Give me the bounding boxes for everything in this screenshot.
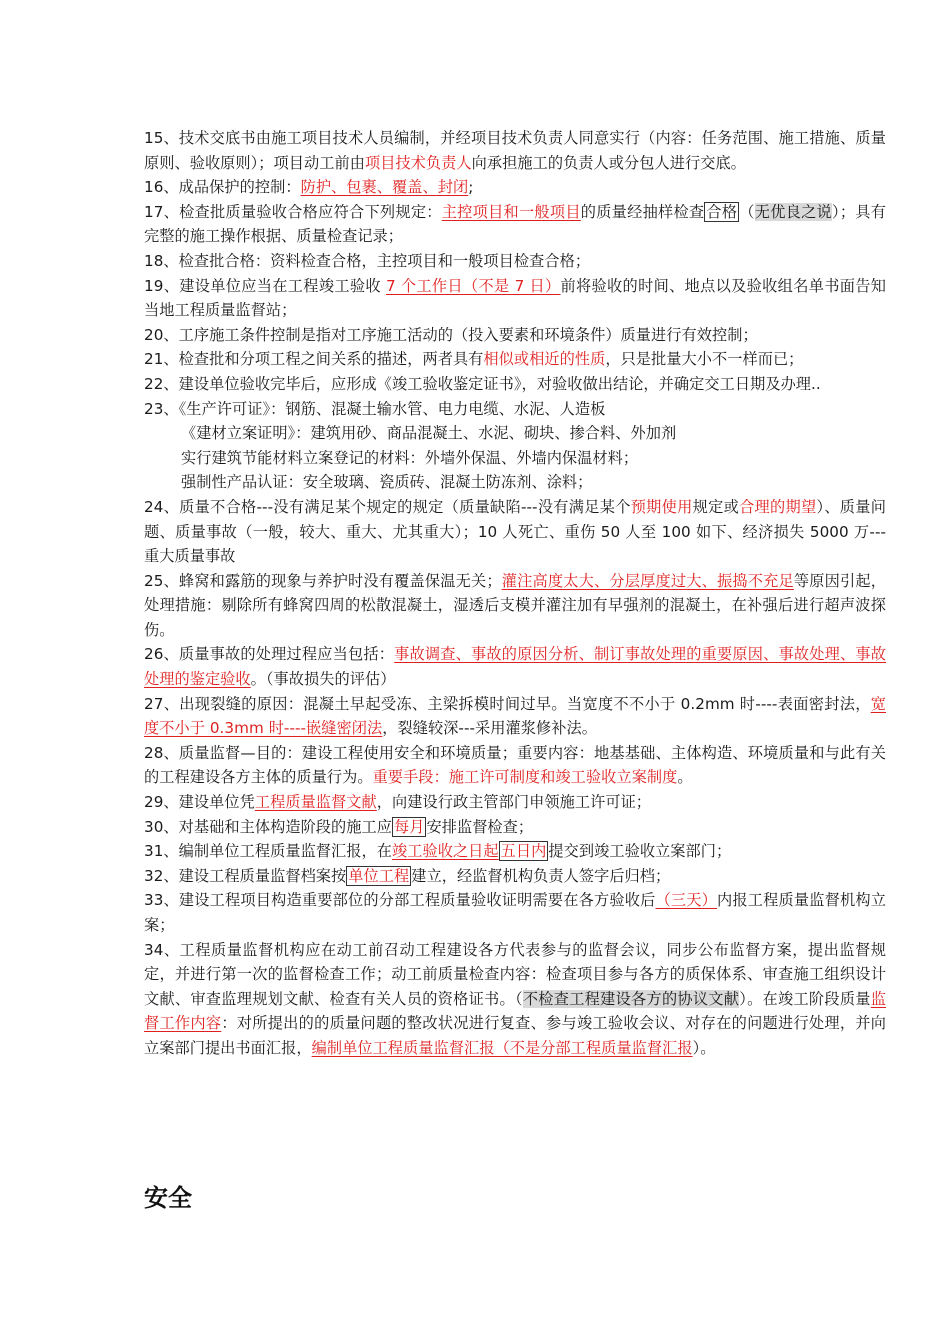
item-29 (144, 790, 886, 815)
item-17-highlight: 无优良之说 (754, 202, 832, 221)
item-15-text: 15、技术交底书由施工项目技术人员编制，并经项目技术负责人同意实行（内容：任务范围、施工措施、质量原则、验收原则）；项目动工前由 (144, 129, 886, 172)
item-19-tail: 前将验收的时间、地点以及验收组名单书面告知当地工程质量监督站； (144, 276, 886, 320)
item-19-text: 19、建设单位应当在工程竣工验收 (144, 276, 387, 295)
item-31-tail: 提交到竣工验收立案部门； (548, 842, 732, 861)
item-27 (144, 692, 886, 741)
item-24-red-1: 预期使用 (630, 497, 693, 516)
item-34-mid-1: ）。在竣工阶段质量 (739, 989, 871, 1008)
item-23-sub-2 (144, 446, 886, 471)
item-22-text: 22、建设单位验收完毕后，应形成《竣工验收鉴定证书》，对验收做出结论，并确定交工日期及办理.. (144, 374, 821, 393)
item-17-mid: 的质量经抽样检查 (580, 202, 705, 221)
item-25-tail: 等原因引起，处理措施：剔除所有蜂窝四周的松散混凝土，湿透后支模并灌注加有早强剂的混凝土，在补强后进行超声波探伤。 (144, 571, 886, 639)
item-26-tail: 。（事故损失的评估） (250, 670, 396, 689)
item-24 (144, 495, 886, 569)
item-22 (144, 372, 886, 397)
item-21-red: 相似或相近的性质 (483, 350, 606, 369)
item-33-red: （三天） (655, 891, 718, 910)
item-30 (144, 815, 886, 840)
item-26-red: 事故调查、事故的原因分析、制订事故处理的重要原因、事故处理、事故处理的鉴定验收 (144, 645, 886, 689)
document-body (144, 126, 886, 1061)
item-29-red: 工程质量监督文献 (254, 793, 377, 812)
item-29-tail: ，向建设行政主管部门申领施工许可证； (376, 793, 652, 812)
item-24-text: 24、质量不合格---没有满足某个规定的规定（质量缺陷---没有满足某个 (144, 497, 631, 516)
item-29-text: 29、建设单位凭 (144, 793, 255, 812)
item-28 (144, 741, 886, 790)
item-34-text: 34、工程质量监督机构应在动工前召动工程建设各方代表参与的监督会议，同步公布监督方案，提出监督规定，并进行第一次的监督检查工作；动工前质量检查内容：检查项目参与各方的质保体系、审查施工组织设计文献、审查监理规划文献、检查有关人员的资格证书。（ (144, 940, 886, 1008)
item-15 (144, 126, 886, 175)
item-17-text: 17、检查批质量验收合格应符合下列规定： (144, 202, 442, 221)
item-21-tail: ，只是批量大小不一样而已； (605, 350, 804, 369)
item-28-red: 重要手段：施工许可制度和竣工验收立案制度 (372, 768, 678, 787)
item-32-tail: 建立，经监督机构负责人签字后归档； (411, 866, 671, 885)
item-31 (144, 839, 886, 864)
item-25-text: 25、蜂窝和露筋的现象与养护时没有覆盖保温无关； (144, 571, 502, 590)
item-23-sub-2-text: 实行建筑节能材料立案登记的材料：外墙外保温、外墙内保温材料； (181, 448, 639, 467)
item-17-paren: （ (739, 202, 755, 221)
item-24-mid: 规定或 (692, 497, 740, 516)
item-17 (144, 200, 886, 249)
item-17-tail: ）；具有完整的施工操作根据、质量检查记录； (144, 202, 886, 246)
item-21 (144, 347, 886, 372)
item-34 (144, 938, 886, 1061)
item-15-red: 项目技术负责人 (364, 153, 472, 172)
item-26 (144, 642, 886, 691)
item-33-text: 33、建设工程项目构造重要部位的分部工程质量验收证明需要在各方验收后 (144, 891, 656, 910)
item-27-tail: ，裂缝较深---采用灌浆修补法。 (382, 719, 597, 738)
item-27-red: 宽度不小于 0.3mm 时----嵌缝密闭法 (144, 694, 886, 738)
item-16-tail: ; (468, 178, 474, 197)
item-26-text: 26、质量事故的处理过程应当包括： (144, 645, 395, 664)
item-34-tail: ）。 (692, 1038, 716, 1057)
section-heading: 安全 (144, 1184, 192, 1212)
item-19-red: 7 个工作日（不是 7 日） (386, 276, 561, 295)
item-17-red: 主控项目和一般项目 (441, 202, 581, 221)
item-30-boxed: 每月 (394, 817, 425, 836)
item-33 (144, 888, 886, 937)
item-23-sub-3 (144, 470, 886, 495)
item-23-sub-1-text: 《建材立案证明》：建筑用砂、商品混凝土、水泥、砌块、掺合料、外加剂 (181, 424, 677, 443)
item-34-red-2: 编制单位工程质量监督汇报（不是分部工程质量监督汇报 (311, 1038, 693, 1057)
item-24-red-2: 合理的期望 (739, 497, 817, 516)
item-21-text: 21、检查批和分项工程之间关系的描述，两者具有 (144, 350, 484, 369)
item-31-boxed: 五日内 (500, 842, 547, 861)
item-23-sub-3-text: 强制性产品认证：安全玻璃、瓷质砖、混凝土防冻剂、涂料； (181, 473, 593, 492)
item-23 (144, 397, 886, 422)
item-16 (144, 175, 886, 200)
item-16-red: 防护、包裹、覆盖、封闭 (300, 178, 469, 197)
item-25-red: 灌注高度太大、分层厚度过大、振捣不充足 (501, 571, 794, 590)
item-19 (144, 274, 886, 323)
item-20 (144, 323, 886, 348)
item-28-tail: 。 (677, 768, 693, 787)
item-33-tail: 内报工程质量监督机构立案； (144, 891, 886, 934)
item-32-boxed: 单位工程 (348, 866, 410, 885)
item-23-text: 23、《生产许可证》：钢筋、混凝土输水管、电力电缆、水泥、人造板 (144, 399, 606, 418)
item-31-red: 竣工验收之日起 (392, 842, 499, 861)
item-34-highlight: 不检查工程建设各方的协议文献 (522, 989, 740, 1008)
item-34-red-1: 监督工作内容 (144, 989, 886, 1033)
item-32 (144, 864, 886, 889)
item-20-text: 20、工序施工条件控制是指对工序施工活动的（投入要素和环境条件）质量进行有效控制； (144, 325, 758, 344)
item-27-text: 27、出现裂缝的原因：混凝土早起受冻、主梁拆模时间过早。当宽度不不小于 0.2mm 时----表面密封法， (144, 694, 871, 713)
item-18 (144, 249, 886, 274)
item-17-boxed: 合格 (706, 202, 738, 221)
item-34-mid-2: ：对所提出的的质量问题的整改状况进行复查、参与竣工验收会议、对存在的问题进行处理，并向立案部门提出书面汇报， (144, 1014, 887, 1057)
item-32-text: 32、建设工程质量监督档案按 (144, 866, 347, 885)
item-30-tail: 安排监督检查； (426, 817, 534, 836)
item-25 (144, 569, 886, 643)
item-28-text: 28、质量监督—目的：建设工程使用安全和环境质量；重要内容：地基基础、主体构造、环境质量和与此有关的工程建设各方主体的质量行为。 (144, 743, 886, 787)
item-18-text: 18、检查批合格：资料检查合格，主控项目和一般项目检查合格； (144, 251, 591, 270)
item-30-text: 30、对基础和主体构造阶段的施工应 (144, 817, 392, 836)
item-15-tail: 向承担施工的负责人或分包人进行交底。 (471, 153, 746, 172)
item-24-tail: ）、质量问题、质量事故（一般，较大、重大、尤其重大）；10 人死亡、重伤 50 人至 100 如下、经济损失 5000 万---重大质量事故 (144, 497, 887, 566)
item-23-sub-1 (144, 421, 886, 446)
item-16-text: 16、成品保护的控制： (144, 178, 301, 197)
item-31-text: 31、编制单位工程质量监督汇报，在 (144, 842, 392, 861)
